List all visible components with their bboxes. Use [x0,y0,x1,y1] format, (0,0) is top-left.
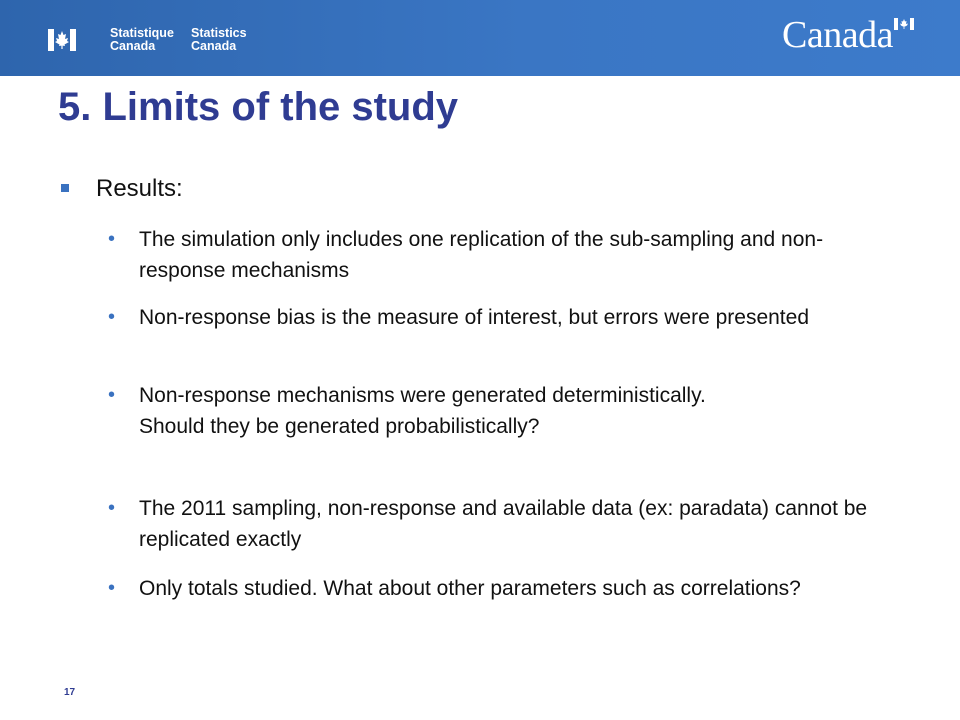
list-item: Non-response mechanisms were generated deterministically. Should they be generated probabilistically? [139,384,706,438]
slide-title: 5. Limits of the study [58,85,459,129]
list-item: Only totals studied. What about other parameters such as correlations? [139,577,801,600]
bullet-icon: • [108,384,116,406]
page-number: 17 [64,687,76,698]
org-name-english: Statistics Canada [191,26,247,53]
wordmark-flag-icon [894,18,914,30]
list-item: The 2011 sampling, non-response and available data (ex: paradata) cannot be replicated exactly [139,497,868,551]
canada-wordmark: Canada [782,14,893,56]
bullet-icon: • [108,577,116,599]
bullet-icon: • [108,497,116,519]
bullet-icon: • [108,306,116,328]
org-name-french: Statistique Canada [110,26,174,53]
list-item: The simulation only includes one replication of the sub-sampling and non-response mechanisms [139,228,824,282]
canada-flag-icon [48,29,76,51]
list-item: Non-response bias is the measure of interest, but errors were presented [139,306,810,329]
square-bullet-icon [61,184,69,192]
bullet-icon: • [108,228,116,250]
section-heading: Results: [96,175,183,202]
header-banner [0,0,960,76]
